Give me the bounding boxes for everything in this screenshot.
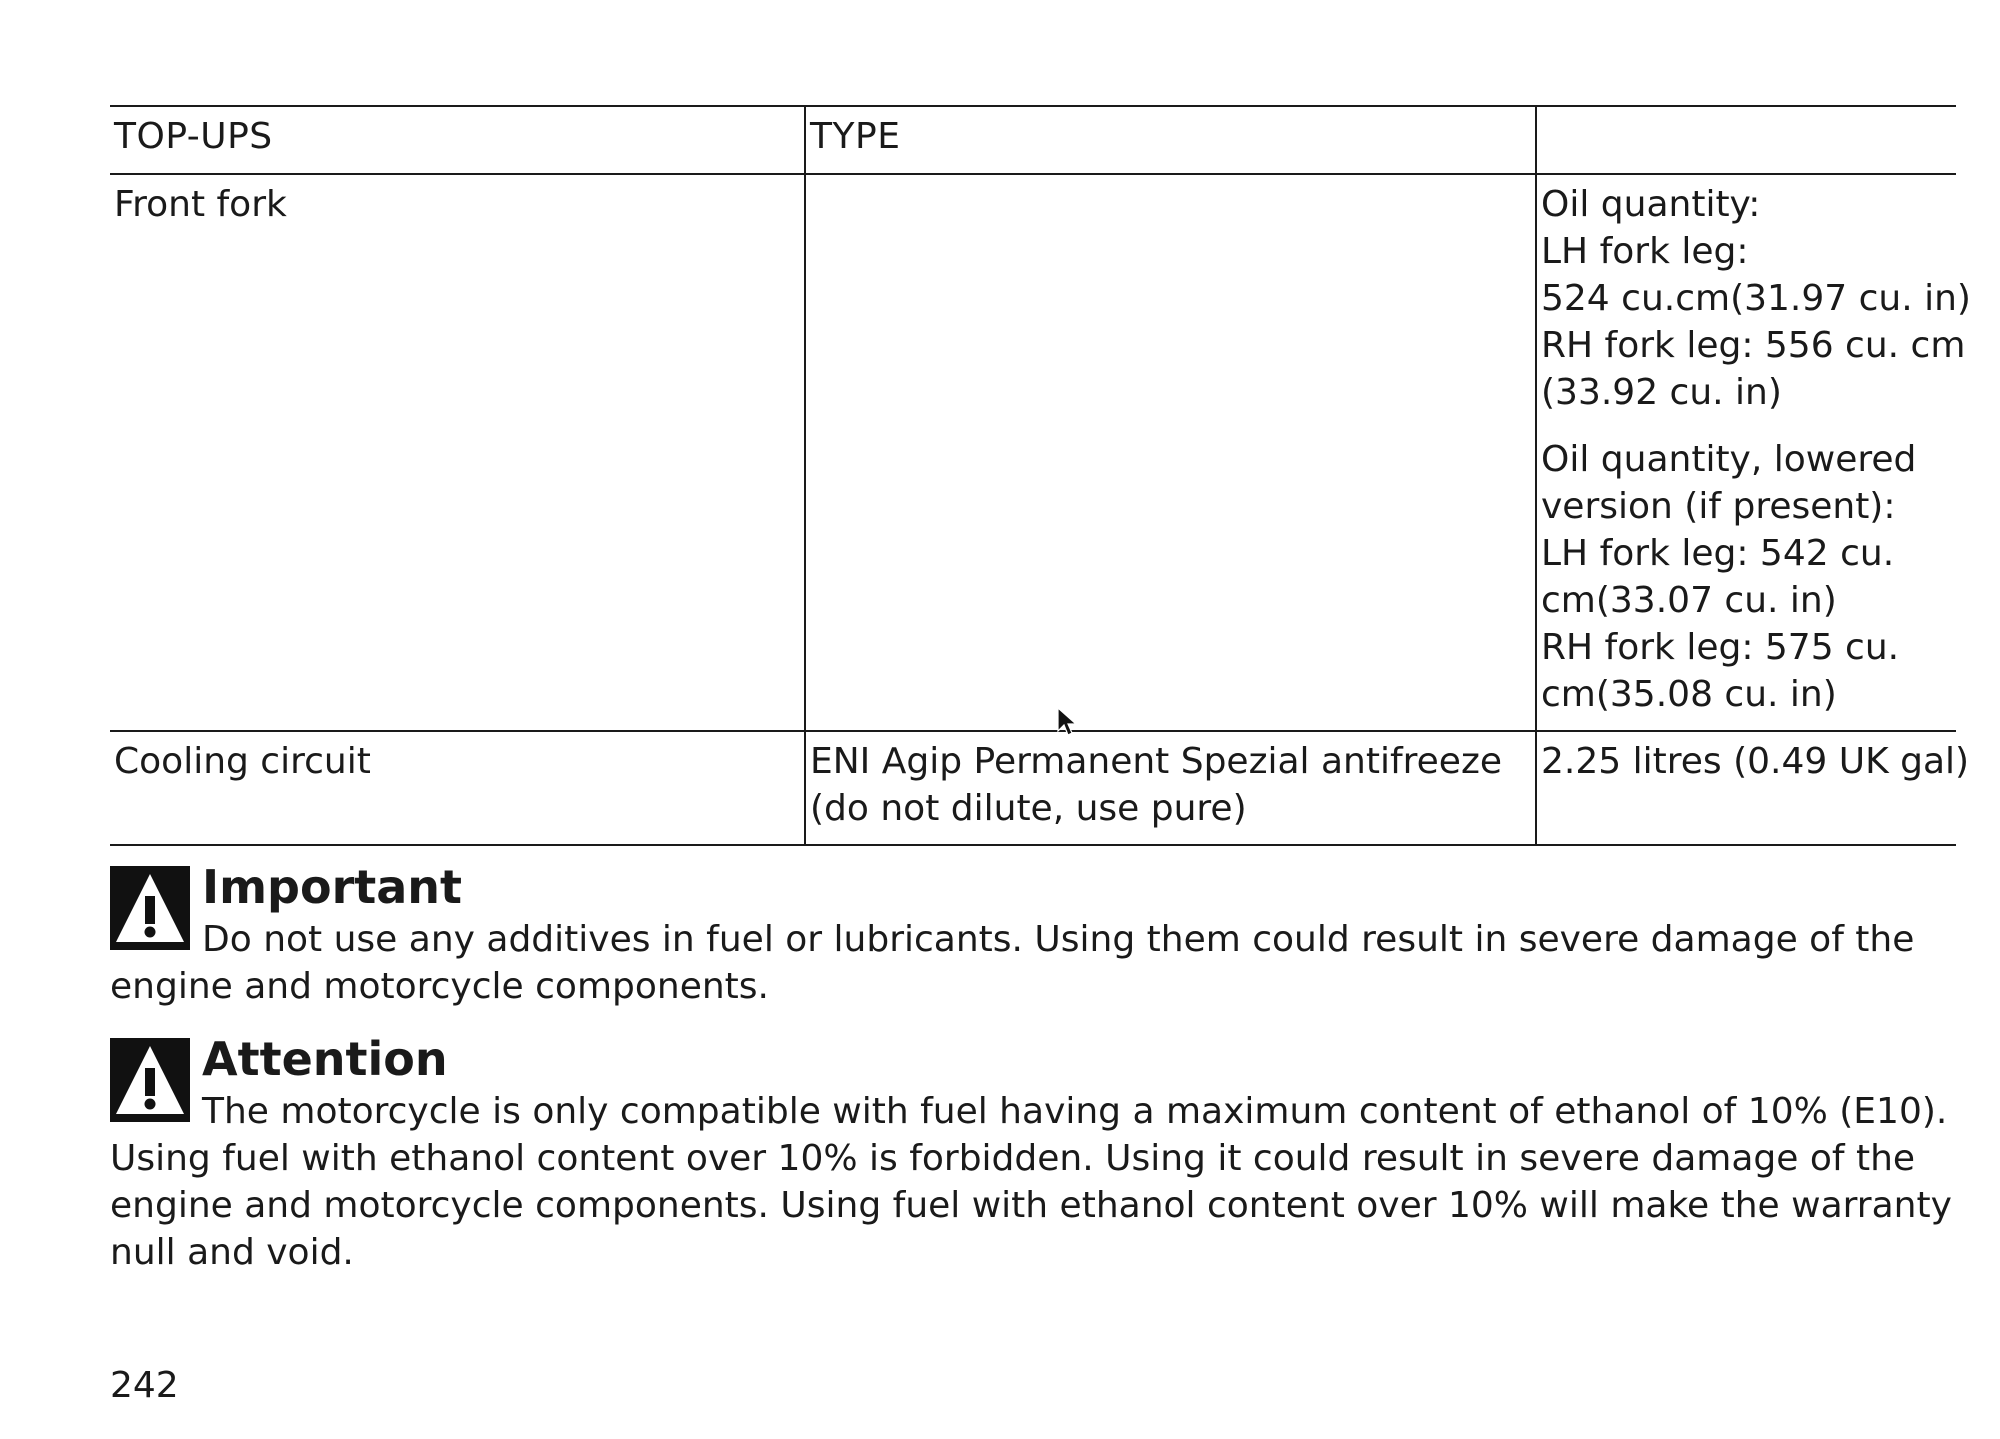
attention-notice — [110, 1030, 1960, 1276]
quantity-line: LH fork leg: — [1541, 231, 1749, 272]
important-notice — [110, 858, 1960, 1010]
quantity-line: RH fork leg: 556 cu. cm — [1541, 325, 1966, 366]
table-row-cooling-circuit — [110, 731, 1956, 845]
quantity-line: (33.92 cu. in) — [1541, 372, 1782, 413]
table-row-front-fork — [110, 174, 1956, 731]
quantity-line: version (if present): — [1541, 486, 1896, 527]
quantity-line: 524 cu.cm(31.97 cu. in) — [1541, 278, 1971, 319]
cell-quantity-front-fork — [1536, 174, 1971, 731]
attention-text: The motorcycle is only compatible with fuel having a maximum content of ethanol of 10% (E10). Using fuel with ethanol content over 10% is forbidden. Using it could result in severe damage of the engine and motorcycle components. Using fuel with ethanol content over 10% will make the warranty null and void. — [110, 1091, 1952, 1273]
header-quantity — [1536, 106, 1956, 174]
quantity-line: Oil quantity, lowered — [1541, 439, 1917, 480]
topups-table — [110, 105, 1971, 846]
cell-quantity-cooling-circuit: 2.25 litres (0.49 UK gal) — [1536, 731, 1956, 845]
warning-triangle-icon — [110, 1038, 190, 1122]
important-text: Do not use any additives in fuel or lubricants. Using them could result in severe damage of the engine and motorcycle components. — [110, 919, 1915, 1007]
type-line: (do not dilute, use pure) — [810, 788, 1247, 829]
quantity-line: RH fork leg: 575 cu. — [1541, 627, 1900, 668]
quantity-line: cm(35.08 cu. in) — [1541, 674, 1837, 715]
quantity-line: LH fork leg: 542 cu. — [1541, 533, 1895, 574]
important-title: Important — [202, 860, 463, 914]
attention-title: Attention — [202, 1032, 448, 1086]
header-type: TYPE — [805, 106, 1536, 174]
table-header-row — [110, 106, 1956, 174]
quantity-line: Oil quantity: — [1541, 184, 1761, 225]
cell-type-cooling-circuit — [805, 731, 1536, 845]
quantity-line: cm(33.07 cu. in) — [1541, 580, 1837, 621]
header-topups: TOP-UPS — [110, 106, 805, 174]
cell-topup-front-fork: Front fork — [110, 174, 805, 731]
warning-triangle-icon — [110, 866, 190, 950]
oil-quantity-lowered — [1541, 436, 1952, 718]
page-number: 242 — [110, 1365, 179, 1406]
cell-topup-cooling-circuit: Cooling circuit — [110, 731, 805, 845]
mouse-cursor-icon — [1057, 707, 1077, 737]
oil-quantity-standard — [1541, 181, 1971, 416]
cell-type-front-fork — [805, 174, 1536, 731]
type-line: ENI Agip Permanent Spezial antifreeze — [810, 741, 1502, 782]
